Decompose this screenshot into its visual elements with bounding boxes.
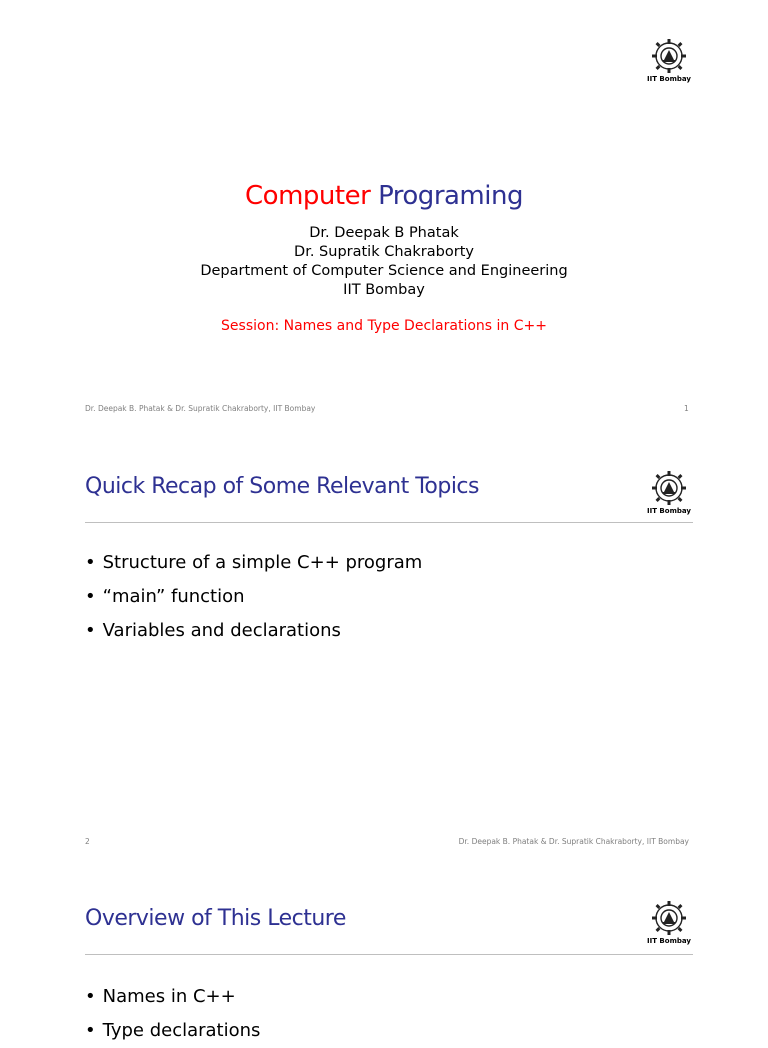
slide-heading: Quick Recap of Some Relevant Topics xyxy=(85,474,479,499)
iit-bombay-logo xyxy=(646,38,692,83)
department-line: Department of Computer Science and Engineering xyxy=(200,263,568,279)
logo-caption: IIT Bombay xyxy=(647,75,691,83)
authors-block xyxy=(0,224,768,300)
list-item xyxy=(85,1014,260,1048)
iit-bombay-emblem-icon xyxy=(649,900,689,936)
heading-divider xyxy=(85,522,693,523)
title-block xyxy=(0,178,768,334)
list-item-text: Type declarations xyxy=(102,1020,261,1041)
bullet-icon: • xyxy=(85,552,96,573)
iit-bombay-emblem-icon xyxy=(649,38,689,74)
session-title: Session: Names and Type Declarations in C++ xyxy=(221,318,547,334)
bullet-icon: • xyxy=(85,586,96,607)
iit-bombay-logo xyxy=(646,900,692,945)
slide-3 xyxy=(0,866,768,1041)
list-item xyxy=(85,580,422,614)
logo-caption: IIT Bombay xyxy=(647,507,691,515)
bullet-list xyxy=(85,980,260,1048)
slide-heading: Overview of This Lecture xyxy=(85,906,346,931)
list-item xyxy=(85,546,422,580)
iit-bombay-logo xyxy=(646,470,692,515)
iit-bombay-emblem-icon xyxy=(649,470,689,506)
list-item xyxy=(85,980,260,1014)
bullet-icon: • xyxy=(85,1020,96,1041)
slide-1 xyxy=(0,0,768,430)
list-item xyxy=(85,614,422,648)
slide-2 xyxy=(0,432,768,864)
slide-footer: Dr. Deepak B. Phatak & Dr. Supratik Chakraborty, IIT Bombay xyxy=(458,837,689,846)
slide-footer: Dr. Deepak B. Phatak & Dr. Supratik Chakraborty, IIT Bombay xyxy=(85,404,316,413)
presentation-title xyxy=(0,178,768,214)
list-item-text: Names in C++ xyxy=(102,986,236,1007)
heading-divider xyxy=(85,954,693,955)
logo-caption: IIT Bombay xyxy=(647,937,691,945)
list-item-text: Structure of a simple C++ program xyxy=(102,552,423,573)
list-item-text: Variables and declarations xyxy=(102,620,341,641)
bullet-icon: • xyxy=(85,620,96,641)
page-number: 1 xyxy=(684,404,689,413)
bullet-icon: • xyxy=(85,986,96,1007)
list-item-text: “main” function xyxy=(102,586,245,607)
institute-line: IIT Bombay xyxy=(343,282,425,298)
bullet-list xyxy=(85,546,422,648)
title-part-2: Programing xyxy=(378,181,523,211)
author-line: Dr. Supratik Chakraborty xyxy=(294,244,474,260)
title-part-1: Computer xyxy=(245,181,371,211)
page-number: 2 xyxy=(85,837,90,846)
author-line: Dr. Deepak B Phatak xyxy=(309,225,459,241)
